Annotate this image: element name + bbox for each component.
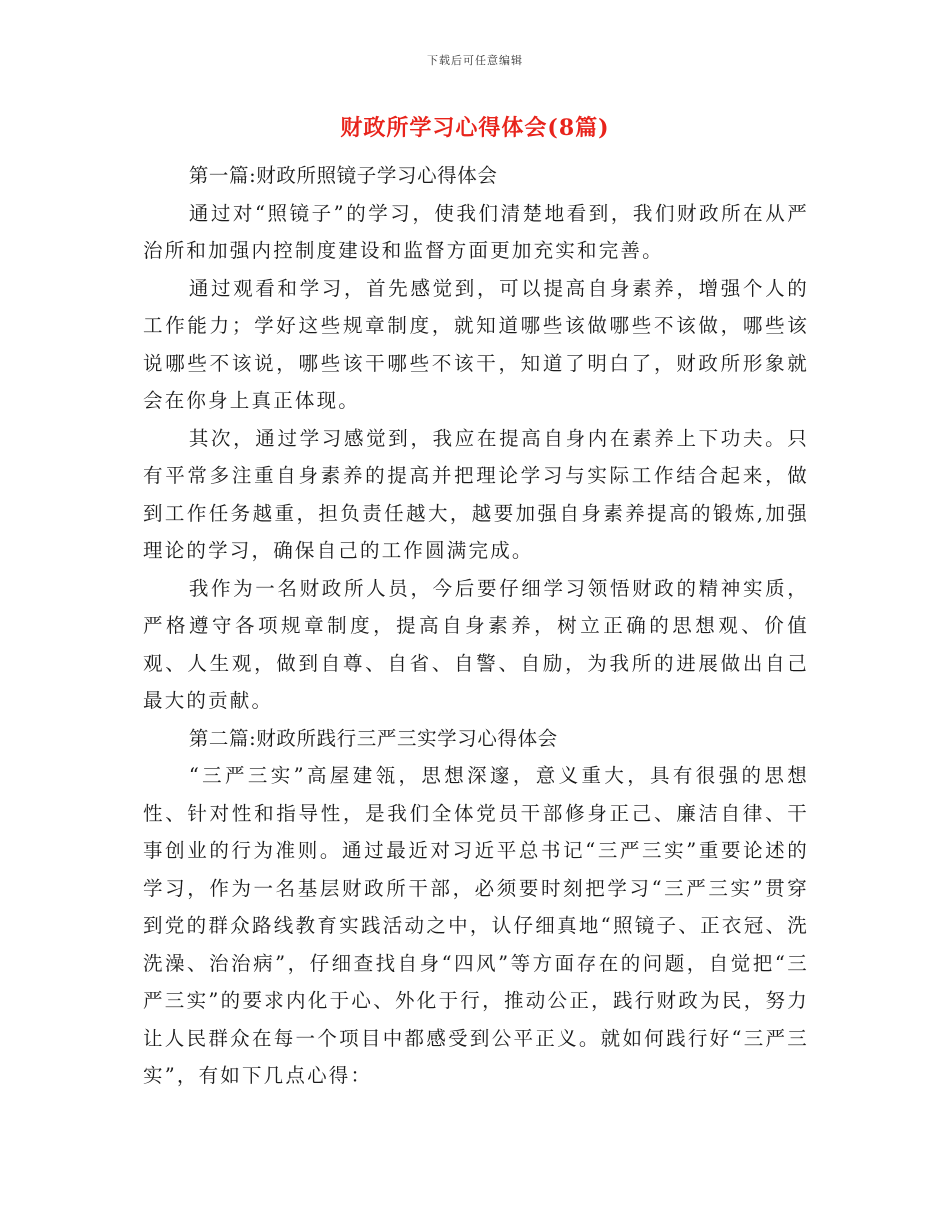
section-heading: 第二篇:财政所践行三严三实学习心得体会 [188,726,558,750]
document-title: 财政所学习心得体会(8篇) [340,115,610,141]
body-paragraph: 其次，通过学习感觉到，我应在提高自身内在素养上下功夫。只有平常多注重自身素养的提高并把理论学习与实际工作结合起来，做到工作任务越重，担负责任越大，越要加强自身素养提高的锻炼,加强理论的学习，确保自己的工作圆满完成。 [143,426,809,562]
section-heading: 第一篇:财政所照镜子学习心得体会 [188,164,498,187]
body-paragraph: 通过对“照镜子”的学习，使我们清楚地看到，我们财政所在从严治所和加强内控制度建设和监督方面更加充实和完善。 [143,201,809,262]
header-note: 下载后可任意编辑 [427,54,523,67]
body-paragraph: 通过观看和学习，首先感觉到，可以提高自身素养，增强个人的工作能力；学好这些规章制度，就知道哪些该做哪些不该做，哪些该说哪些不该说，哪些该干哪些不该干，知道了明白了，财政所形象就会在你身上真正体现。 [143,276,809,412]
body-paragraph: “三严三实”高屋建瓴，思想深邃，意义重大，具有很强的思想性、针对性和指导性，是我们全体党员干部修身正己、廉洁自律、干事创业的行为准则。通过最近对习近平总书记“三严三实”重要论述的学习，作为一名基层财政所干部，必须要时刻把学习“三严三实”贯穿到党的群众路线教育实践活动之中，认仔细真地“照镜子、正衣冠、洗洗澡、治治病”，仔细查找自身“四风”等方面存在的问题，自觉把“三严三实”的要求内化于心、外化于行，推动公正，践行财政为民，努力让人民群众在每一个项目中都感受到公平正义。就如何践行好“三严三实”，有如下几点心得： [143,764,809,1087]
body-paragraph: 我作为一名财政所人员，今后要仔细学习领悟财政的精神实质，严格遵守各项规章制度，提高自身素养，树立正确的思想观、价值观、人生观，做到自尊、自省、自警、自励，为我所的进展做出自己最大的贡献。 [143,576,809,712]
document-body [143,157,809,1095]
